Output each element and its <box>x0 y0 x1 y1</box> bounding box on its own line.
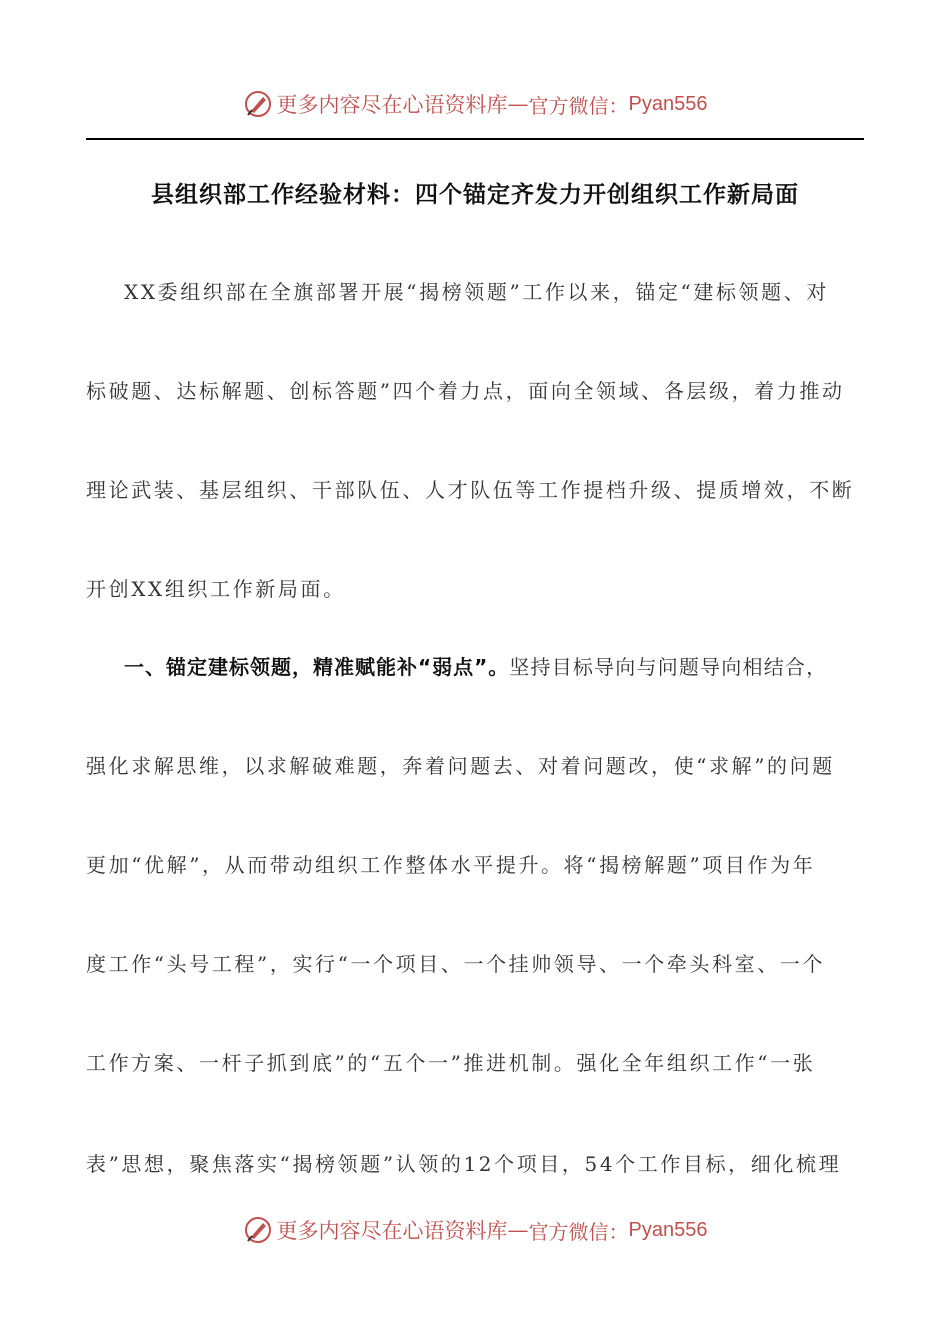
paragraph-line: 标破题、达标解题、创标答题”四个着力点，面向全领域、各层级，着力推动 <box>86 379 845 403</box>
footer-banner <box>0 1210 950 1250</box>
quill-pen-logo-icon <box>243 89 273 119</box>
banner-site-text: 更多内容尽在心语资料库 <box>276 93 508 117</box>
paragraph-line: XX委组织部在全旗部署开展“揭榜领题”工作以来，锚定“建标领题、对 <box>124 280 829 304</box>
paragraph-line: 理论武装、基层组织、干部队伍、人才队伍等工作提档升级、提质增效，不断 <box>86 478 855 502</box>
section-heading: 一、锚定建标领题，精准赋能补“弱点”。 <box>124 655 510 679</box>
section-heading-line <box>124 651 827 680</box>
banner-dash: — <box>507 1218 529 1242</box>
quill-pen-logo-icon <box>243 1215 273 1245</box>
banner-wechat-id: Pyan556 <box>628 92 708 115</box>
header-banner <box>0 84 950 124</box>
paragraph-line: 表”思想，聚焦落实“揭榜领题”认领的12个项目，54个工作目标，细化梳理 <box>86 1152 842 1176</box>
banner-wechat-label: 官方微信： <box>528 93 629 118</box>
paragraph-line: 开创XX组织工作新局面。 <box>86 577 346 601</box>
section-heading-continuation: 坚持目标导向与问题导向相结合， <box>509 655 828 679</box>
banner-dash: — <box>507 92 529 116</box>
paragraph-line: 强化求解思维，以求解破难题，奔着问题去、对着问题改，使“求解”的问题 <box>86 754 835 778</box>
banner-site-text: 更多内容尽在心语资料库 <box>276 1219 508 1243</box>
banner-wechat-id: Pyan556 <box>628 1218 708 1241</box>
paragraph-line: 工作方案、一杆子抓到底”的“五个一”推进机制。强化全年组织工作“一张 <box>86 1051 816 1075</box>
banner-wechat-label: 官方微信： <box>528 1219 629 1244</box>
paragraph-line: 度工作“头号工程”，实行“一个项目、一个挂帅领导、一个牵头科室、一个 <box>86 952 826 976</box>
header-divider <box>86 138 864 140</box>
document-title: 县组织部工作经验材料：四个锚定齐发力开创组织工作新局面 <box>151 182 799 208</box>
paragraph-line: 更加“优解”，从而带动组织工作整体水平提升。将“揭榜解题”项目作为年 <box>86 853 816 877</box>
